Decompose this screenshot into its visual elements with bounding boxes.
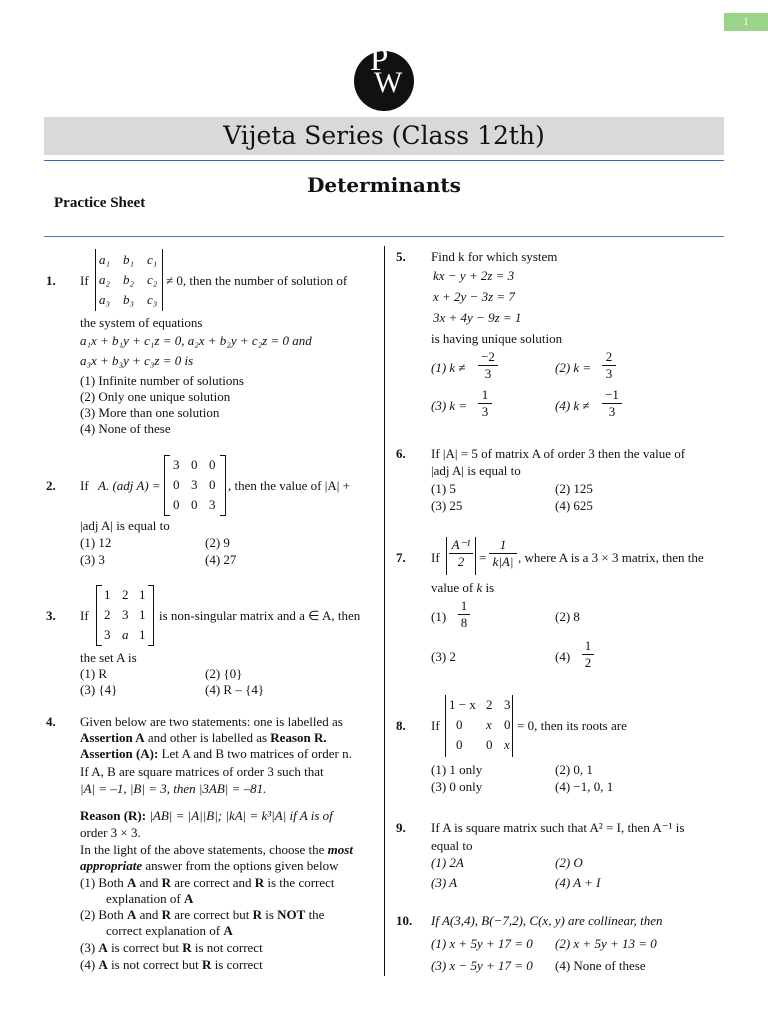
question-number: 2.	[46, 478, 56, 493]
option: (2) Only one unique solution	[80, 389, 231, 404]
question-number: 3.	[46, 608, 56, 623]
question-text: is having unique solution	[431, 331, 563, 346]
question-text: the system of equations	[80, 315, 203, 330]
question-text: , where A is a 3 × 3 matrix, then the	[518, 550, 704, 565]
option: (2) 125	[555, 481, 593, 496]
question-text: Given below are two statements: one is labelled as	[80, 714, 343, 729]
option: (4) 27	[205, 552, 237, 567]
question-number: 4.	[46, 714, 56, 729]
question-text: Find k for which system	[431, 249, 558, 264]
fraction: 1 k|A|	[489, 538, 517, 569]
series-title: Vijeta Series (Class 12th)	[223, 121, 545, 150]
question-number: 6.	[396, 446, 406, 461]
question-text: If	[431, 550, 440, 565]
option: (1) k ≠	[431, 360, 466, 375]
option: (2) 9	[205, 535, 230, 550]
option: (4) 625	[555, 498, 593, 513]
reason-text: Reason (R): |AB| = |A||B|; |kA| = k³|A| if A is of	[80, 808, 333, 823]
option: (4) R – {4}	[205, 682, 265, 697]
option: explanation of A	[106, 891, 194, 906]
sheet-label: Practice Sheet	[54, 195, 146, 211]
question-text: = 0, then its roots are	[517, 718, 627, 733]
option: (1) Infinite number of solutions	[80, 373, 244, 388]
matrix: 3 0 0 0 3 0 0 0 3	[164, 455, 226, 516]
equation: |A| = –1, |B| = 3, then |3AB| = –81.	[80, 781, 267, 796]
option: (3) A	[431, 875, 458, 890]
question-text: If A, B are square matrices of order 3 such that	[80, 764, 324, 779]
question-number: 10.	[396, 913, 413, 928]
header-rule	[44, 160, 724, 161]
option: (1) 12	[80, 535, 112, 550]
determinant: A⁻¹ 2	[446, 537, 476, 575]
option: (1) Both A and R are correct and R is the correct	[80, 875, 335, 890]
option: (4) None of these	[555, 958, 646, 973]
option: correct explanation of A	[106, 923, 233, 938]
question-text: =	[479, 550, 487, 565]
equation: x + 2y − 3z = 7	[433, 289, 515, 304]
question-text: If A(3,4), B(−7,2), C(x, y) are collinear, then	[431, 913, 663, 928]
option: (2) {0}	[205, 666, 243, 681]
question-text: |adj A| is equal to	[431, 463, 521, 478]
option: (4) A is not correct but R is correct	[80, 957, 263, 972]
option: (3) {4}	[80, 682, 118, 697]
question-number: 5.	[396, 249, 406, 264]
option: (2) 0, 1	[555, 762, 593, 777]
option: (1) R	[80, 666, 108, 681]
column-divider	[384, 246, 385, 976]
matrix: 1 2 1 2 3 1 3 a 1	[96, 585, 154, 646]
option: (4) A + I	[555, 875, 601, 890]
document-title: Determinants	[307, 173, 461, 197]
pw-logo: P W	[354, 51, 414, 111]
option: (2) k =	[555, 360, 592, 375]
option: (3) 3	[80, 552, 105, 567]
option: (3) 2	[431, 649, 456, 664]
question-text: value of k is	[431, 580, 495, 595]
option: (4) None of these	[80, 421, 171, 436]
question-text: , then the value of |A| +	[228, 478, 350, 493]
question-text: If	[80, 478, 89, 493]
option: (1) 5	[431, 481, 456, 496]
equation: kx − y + 2z = 3	[433, 268, 515, 283]
fraction: 1 2	[582, 639, 594, 670]
option: (3) 25	[431, 498, 463, 513]
option: (2) x + 5y + 13 = 0	[555, 936, 657, 951]
option: (3) More than one solution	[80, 405, 220, 420]
question-number: 9.	[396, 820, 406, 835]
question-text: If A is square matrix such that A² = I, then A⁻¹ is	[431, 820, 685, 835]
question-number: 8.	[396, 718, 406, 733]
question-text: order 3 × 3.	[80, 825, 141, 840]
option: (2) 8	[555, 609, 580, 624]
question-text: If |A| = 5 of matrix A of order 3 then the value of	[431, 446, 686, 461]
question-text: In the light of the above statements, choose the most	[80, 842, 353, 857]
option: (2) O	[555, 855, 583, 870]
fraction: −1 3	[602, 388, 622, 419]
assertion-text: Assertion (A): Let A and B two matrices of order n.	[80, 746, 352, 761]
question-text: ≠ 0, then the number of solution of	[166, 273, 348, 288]
question-text: Assertion A and other is labelled as Reason R.	[80, 730, 327, 745]
equation: 3x + 4y − 9z = 1	[433, 310, 522, 325]
question-text: is non-singular matrix and a ∈ A, then	[159, 608, 361, 623]
fraction: 2 3	[602, 350, 616, 381]
option: (1) x + 5y + 17 = 0	[431, 936, 533, 951]
equation: a₁x + b₁y + c₁z = 0, a₂x + b₂y + c₂z = 0 and	[80, 333, 312, 348]
fraction: 1 8	[458, 599, 470, 630]
option: (1) 2A	[431, 855, 464, 870]
page-number: 1	[724, 13, 768, 31]
question-text: appropriate answer from the options given below	[80, 858, 339, 873]
fraction: 1 3	[478, 388, 492, 419]
determinant: a₁ b₁ c₁ a₂ b₂ c₂ a₃ b₃ c₃	[95, 249, 163, 311]
section-rule	[44, 236, 724, 237]
option: (4) k ≠	[555, 398, 590, 413]
question-text: A. (adj A) =	[98, 478, 161, 493]
determinant: 1 − x 2 3 0 x 0 0 0 x	[445, 695, 513, 757]
option: (3) x − 5y + 17 = 0	[431, 958, 533, 973]
option: (2) Both A and R are correct but R is NOT the	[80, 907, 325, 922]
question-text: equal to	[431, 838, 473, 853]
question-text: If	[80, 608, 89, 623]
equation: a₃x + b₃y + c₃z = 0 is	[80, 353, 194, 368]
option: (3) 0 only	[431, 779, 483, 794]
question-text: If	[80, 273, 89, 288]
option: (3) k =	[431, 398, 468, 413]
question-number: 1.	[46, 273, 56, 288]
fraction: −2 3	[478, 350, 498, 381]
option: (4) −1, 0, 1	[555, 779, 614, 794]
option: (4)	[555, 649, 571, 664]
question-number: 7.	[396, 550, 406, 565]
option: (1) 1 only	[431, 762, 483, 777]
question-text: |adj A| is equal to	[80, 518, 170, 533]
option: (1)	[431, 609, 447, 624]
question-text: the set A is	[80, 650, 137, 665]
option: (3) A is correct but R is not correct	[80, 940, 263, 955]
question-text: If	[431, 718, 440, 733]
